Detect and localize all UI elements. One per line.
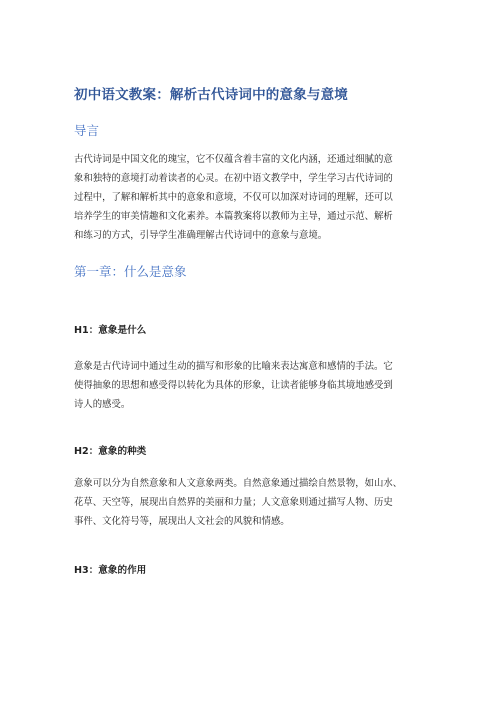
paragraph-line: 事件、文化符号等，展现出人文社会的风貌和情感。 <box>74 516 290 527</box>
section-h2-paragraph <box>74 474 434 531</box>
paragraph-line: 古代诗词是中国文化的瑰宝，它不仅蕴含着丰富的文化内涵，还通过细腻的意 <box>74 154 393 165</box>
paragraph-line: 培养学生的审美情趣和文化素养。本篇教案将以教师为主导，通过示范、解析 <box>74 211 393 222</box>
document-title: 初中语文教案：解析古代诗词中的意象与意境 <box>74 87 348 103</box>
paragraph-line: 诗人的感受。 <box>74 399 131 410</box>
paragraph-line: 花草、天空等，展现出自然界的美丽和力量；人文意象则通过描写人物、历史 <box>74 497 393 508</box>
paragraph-line: 意象是古代诗词中通过生动的描写和形象的比喻来表达寓意和感情的手法。它 <box>74 361 393 372</box>
section-heading-h2: H2：意象的种类 <box>74 446 147 457</box>
paragraph-line: 过程中，了解和解析其中的意象和意境，不仅可以加深对诗词的理解，还可以 <box>74 192 393 203</box>
intro-heading: 导言 <box>74 123 100 138</box>
paragraph-line: 和练习的方式，引导学生准确理解古代诗词中的意象与意境。 <box>74 230 328 241</box>
section-h1-paragraph <box>74 357 434 414</box>
section-heading-h3: H3：意象的作用 <box>74 565 147 576</box>
paragraph-line: 意象可以分为自然意象和人文意象两类。自然意象通过描绘自然景物，如山水、 <box>74 478 403 489</box>
section-heading-h1: H1：意象是什么 <box>74 325 147 336</box>
paragraph-line: 使得抽象的思想和感受得以转化为具体的形象，让读者能够身临其境地感受到 <box>74 380 393 391</box>
intro-paragraph <box>74 150 434 245</box>
chapter1-heading: 第一章：什么是意象 <box>74 264 187 279</box>
paragraph-line: 象和独特的意境打动着读者的心灵。在初中语文教学中，学生学习古代诗词的 <box>74 173 393 184</box>
